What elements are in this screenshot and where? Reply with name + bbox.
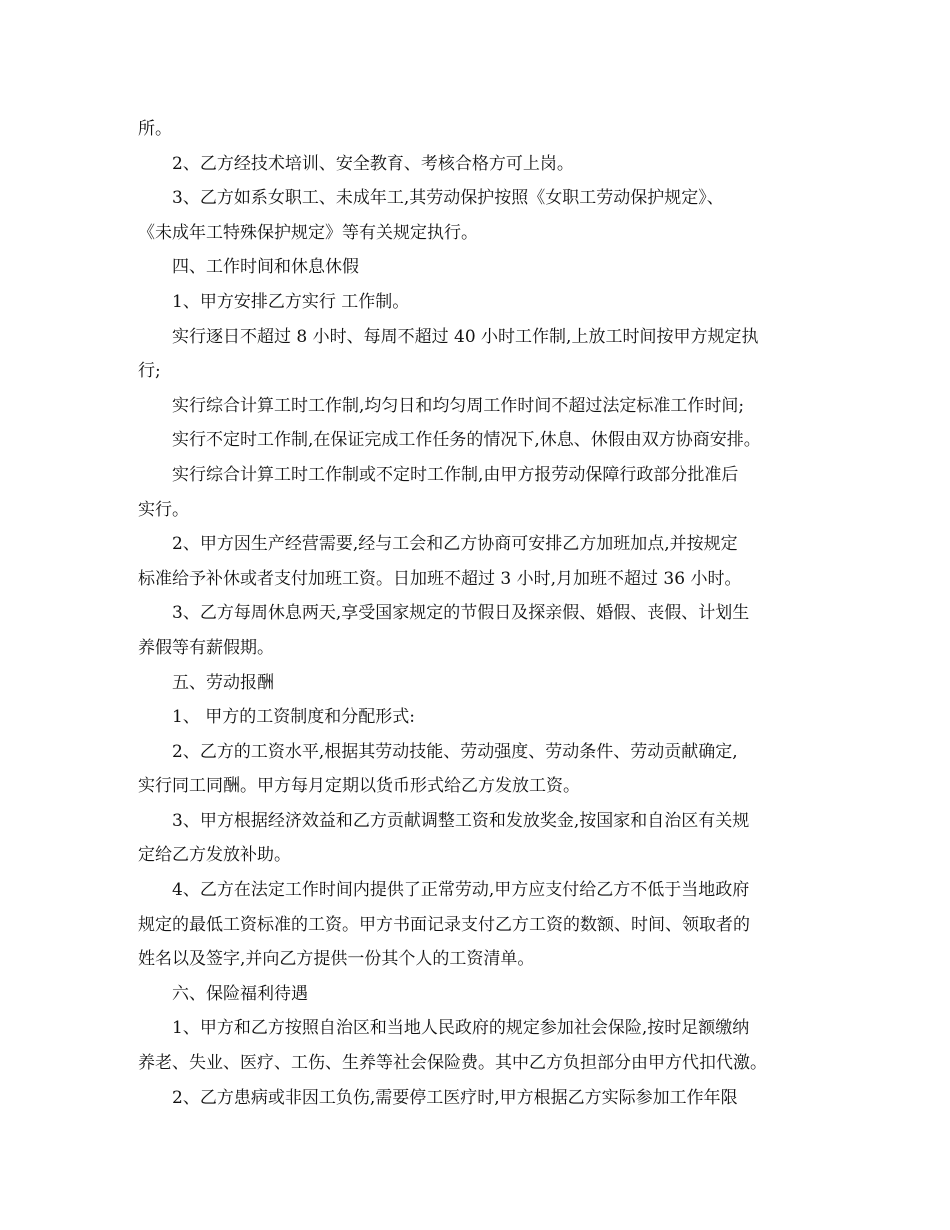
text-line: 实行同工同酬。甲方每月定期以货币形式给乙方发放工资。	[138, 776, 580, 797]
text-line: 2、乙方经技术培训、安全教育、考核合格方可上岗。	[172, 153, 574, 174]
text-line: 养假等有薪假期。	[138, 637, 274, 658]
section-heading: 五、劳动报酬	[172, 672, 274, 693]
text-line: 《未成年工特殊保护规定》等有关规定执行。	[138, 222, 478, 243]
text-line: 2、甲方因生产经营需要,经与工会和乙方协商可安排乙方加班加点,并按规定	[172, 534, 738, 555]
text-line: 姓名以及签字,并向乙方提供一份其个人的工资清单。	[138, 949, 535, 970]
text-line: 2、乙方的工资水平,根据其劳动技能、劳动强度、劳动条件、劳动贡献确定,	[172, 741, 738, 762]
text-line: 3、甲方根据经济效益和乙方贡献调整工资和发放奖金,按国家和自治区有关规	[172, 810, 750, 831]
text-line: 3、乙方如系女职工、未成年工,其劳动保护按照《女职工劳动保护规定》、	[172, 188, 724, 209]
document-body	[138, 112, 818, 1115]
text-line: 实行综合计算工时工作制或不定时工作制,由甲方报劳动保障行政部分批准后	[172, 464, 739, 485]
text-line: 实行逐日不超过 8 小时、每周不超过 40 小时工作制,上放工时间按甲方规定执	[172, 326, 759, 347]
text-line: 规定的最低工资标准的工资。甲方书面记录支付乙方工资的数额、时间、领取者的	[138, 914, 750, 935]
text-line: 行;	[138, 361, 161, 382]
text-line: 所。	[138, 119, 172, 139]
section-heading: 四、工作时间和休息休假	[172, 257, 359, 278]
section-heading: 六、保险福利待遇	[172, 983, 308, 1004]
text-line: 2、乙方患病或非因工负伤,需要停工医疗时,甲方根据乙方实际参加工作年限	[172, 1087, 738, 1108]
text-line: 4、乙方在法定工作时间内提供了正常劳动,甲方应支付给乙方不低于当地政府	[172, 880, 750, 901]
text-line: 1、 甲方的工资制度和分配形式:	[172, 707, 415, 728]
text-line: 实行综合计算工时工作制,均匀日和均匀周工作时间不超过法定标准工作时间;	[172, 395, 745, 416]
text-line: 实行。	[138, 499, 189, 520]
text-line: 标准给予补休或者支付加班工资。日加班不超过 3 小时,月加班不超过 36 小时。	[138, 568, 742, 589]
text-line: 1、甲方安排乙方实行 工作制。	[172, 291, 410, 312]
text-line: 1、甲方和乙方按照自治区和当地人民政府的规定参加社会保险,按时足额缴纳	[172, 1018, 750, 1039]
text-line: 养老、失业、医疗、工伤、生养等社会保险费。其中乙方负担部分由甲方代扣代激。	[138, 1053, 767, 1074]
text-line: 3、乙方每周休息两天,享受国家规定的节假日及探亲假、婚假、丧假、计划生	[172, 603, 750, 624]
text-line: 定给乙方发放补助。	[138, 845, 291, 866]
text-line: 实行不定时工作制,在保证完成工作任务的情况下,休息、休假由双方协商安排。	[172, 430, 761, 451]
